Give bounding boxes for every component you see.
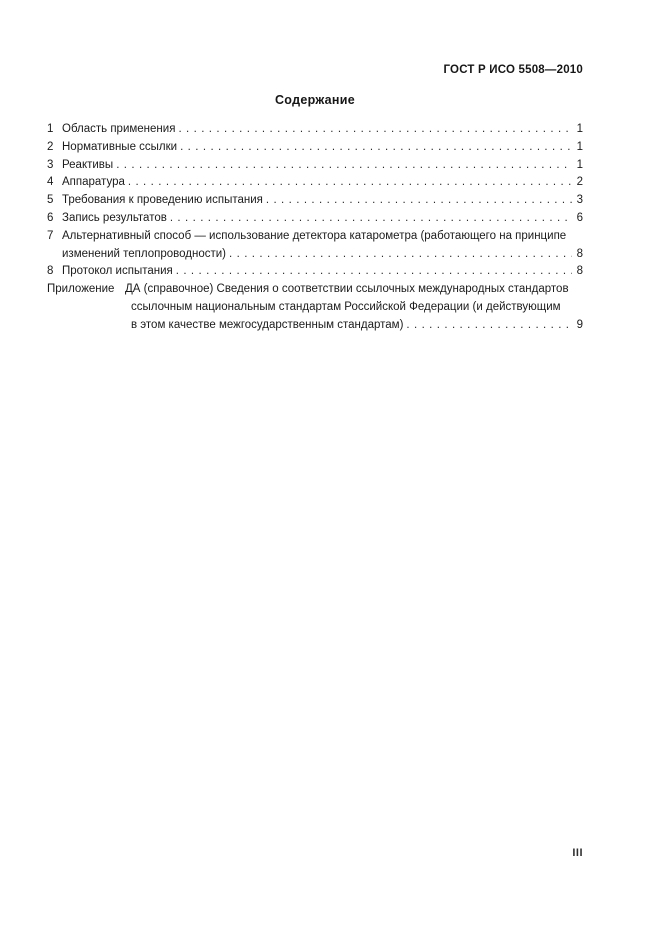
toc-entry-number: 3 <box>47 158 54 171</box>
toc-entry-number: 8 <box>47 265 54 278</box>
toc-entry-number: 7 <box>47 229 54 242</box>
dot-leader <box>266 192 572 210</box>
toc-entry-page: 2 <box>576 176 583 189</box>
toc-entry-page: 1 <box>576 158 583 171</box>
toc-entry-page: 1 <box>576 140 583 153</box>
appendix-title-line2: ссылочным национальным стандартам Российской Федерации (и действующим <box>131 300 561 313</box>
toc-entry-title: Запись результатов <box>62 211 167 224</box>
dot-leader <box>229 246 572 264</box>
toc-entry-number: 6 <box>47 211 54 224</box>
toc-entry-title: Аппаратура <box>62 176 125 189</box>
toc-appendix-entry <box>47 281 583 299</box>
toc-entry <box>47 139 583 157</box>
appendix-label: Приложение <box>47 283 115 296</box>
toc-entry-continuation <box>47 246 583 264</box>
toc-entry-title-line1: Альтернативный способ — использование детектора катарометра (работающего на принципе <box>62 229 567 242</box>
toc-entry <box>47 228 583 246</box>
dot-leader <box>178 121 572 139</box>
document-header: ГОСТ Р ИСО 5508—2010 <box>443 64 583 76</box>
toc-entry-number: 5 <box>47 194 54 207</box>
toc-entry-page: 9 <box>576 318 583 331</box>
sheet-number: III <box>572 847 583 859</box>
toc-entry-page: 3 <box>576 194 583 207</box>
toc-entry-number: 1 <box>47 123 54 135</box>
page-title: Содержание <box>274 93 355 107</box>
dot-leader <box>128 174 572 192</box>
appendix-title-line1: ДА (справочное) Сведения о соответствии ссылочных международных стандартов <box>125 283 569 296</box>
dot-leader <box>176 263 572 281</box>
toc-entry-title: Требования к проведению испытания <box>62 194 263 207</box>
dot-leader <box>116 157 572 175</box>
toc-entry-title: Нормативные ссылки <box>62 140 178 153</box>
toc-entry <box>47 121 583 139</box>
toc-entry <box>47 210 583 228</box>
toc-entry <box>47 263 583 281</box>
appendix-title-line3: в этом качестве межгосударственным стандартам) <box>131 318 404 331</box>
toc-entry-title: Область применения <box>62 123 176 135</box>
toc-entry-title-line2: изменений теплопроводности) <box>62 247 227 260</box>
toc-entry <box>47 192 583 210</box>
toc-entry-page: 8 <box>576 247 583 260</box>
toc-entry-number: 2 <box>47 140 54 153</box>
toc-entry-page: 6 <box>576 211 583 224</box>
toc-entry-page: 8 <box>576 265 583 278</box>
toc-appendix-continuation <box>47 317 583 335</box>
dot-leader <box>170 210 572 228</box>
toc-entry <box>47 157 583 175</box>
table-of-contents <box>47 121 583 335</box>
toc-entry-title: Реактивы <box>62 158 114 171</box>
toc-entry-page: 1 <box>576 123 583 135</box>
toc-entry-title: Протокол испытания <box>62 265 173 278</box>
toc-appendix-continuation <box>47 299 583 317</box>
toc-entry-number: 4 <box>47 176 54 189</box>
dot-leader <box>180 139 572 157</box>
toc-entry <box>47 174 583 192</box>
dot-leader <box>406 317 572 335</box>
